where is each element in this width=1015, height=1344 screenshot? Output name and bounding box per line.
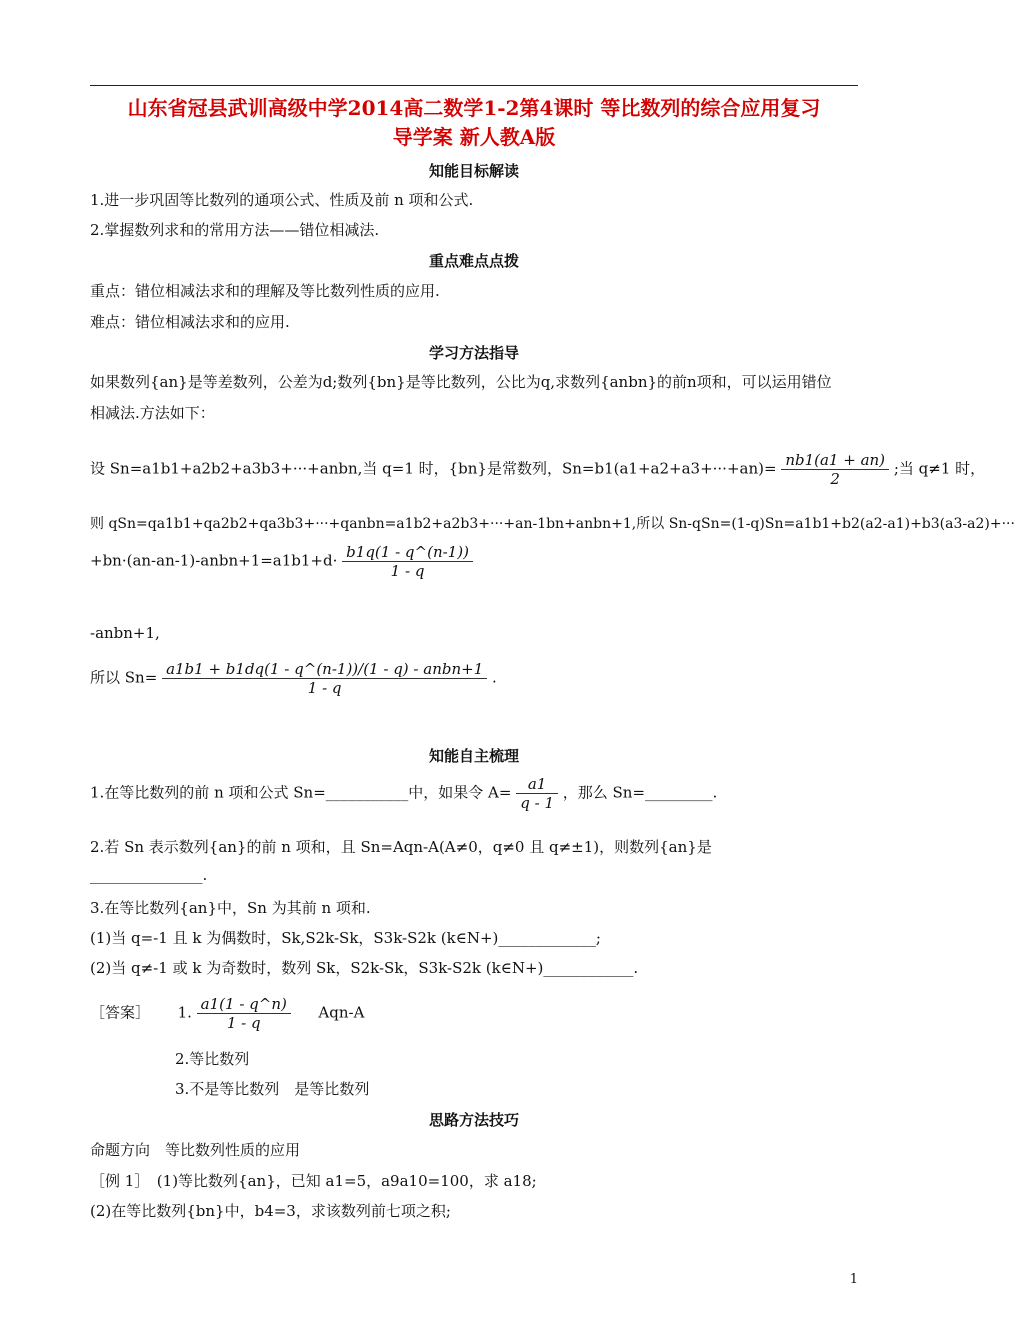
derivation-text-1: 设 Sn=a1b1+a2b2+a3b3+···+anbn,当 q=1 时，{bn}是常数列，Sn=b1(a1+a2+a3+···+an)= xyxy=(90,459,777,478)
fraction-a: $\frac{a1}{q - 1}$ xyxy=(516,775,558,812)
page-number: 1 xyxy=(849,1272,858,1287)
header-rule xyxy=(90,85,858,86)
document-title xyxy=(90,94,858,152)
example-1-part-1: ［例 1］ (1)等比数列{an}，已知 a1=5，a9a10=100，求 a18; xyxy=(90,1172,537,1190)
review-item-1: 1.在等比数列的前 n 项和公式 Sn=___________中，如果令 A= $\frac{a1}{q - 1}$ ，那么 Sn=_________. xyxy=(90,775,718,812)
fraction-sum-q1: $\frac{nb1(a1 + an)}{2}$ xyxy=(781,451,889,488)
goal-2: 2.掌握数列求和的常用方法——错位相减法. xyxy=(90,221,380,239)
review-item-2: 2.若 Sn 表示数列{an}的前 n 项和，且 Sn=Aqn-A(A≠0，q≠0 且 q≠±1)，则数列{an}是 xyxy=(90,838,712,856)
answer-line-1: ［答案］ 1. $\frac{a1(1 - q\^{}n)}{1 - q}$ Aqn-A xyxy=(90,995,365,1032)
answer-label: ［答案］ xyxy=(90,1003,151,1022)
section-heading-method: 学习方法指导 xyxy=(428,344,519,362)
derivation-line-5: 所以 Sn= $\frac{\text{a1b1 + b1dq(1 - q\textasciicircum{}(n-1))/(1 - q) - anbn+1}}{1 - q}$ . xyxy=(90,660,497,697)
answer-line-3: 3.不是等比数列 是等比数列 xyxy=(175,1080,370,1098)
section-heading-skills: 思路方法技巧 xyxy=(428,1111,519,1129)
title-line-2: 导学案 新人教A版 xyxy=(392,125,556,149)
review-item-3b: (2)当 q≠-1 或 k 为奇数时，数列 Sk，S2k-Sk，S3k-S2k (k∈N+)____________. xyxy=(90,959,639,977)
difficult-point: 难点：错位相减法求和的应用. xyxy=(90,313,290,331)
review-item-2-blank: _______________. xyxy=(90,866,208,884)
section-heading-review: 知能自主梳理 xyxy=(428,747,519,765)
derivation-line-2: 则 qSn=qa1b1+qa2b2+qa3b3+···+qanbn=a1b2+a2b3+···+an-1bn+anbn+1,所以 Sn-qSn=(1-q)Sn=a1b1+b2(a2-a1)+b3(a3-a2)+··· xyxy=(90,516,1015,532)
answer-line-2: 2.等比数列 xyxy=(175,1050,250,1068)
key-point: 重点：错位相减法求和的理解及等比数列性质的应用. xyxy=(90,282,440,300)
fraction-answer-sn: $\frac{a1(1 - q\^{}n)}{1 - q}$ xyxy=(197,995,291,1032)
example-1-part-2: (2)在等比数列{bn}中，b4=3，求该数列前七项之积; xyxy=(90,1202,451,1220)
method-text-1: 如果数列{an}是等差数列，公差为d;数列{bn}是等比数列，公比为q,求数列{anbn}的前n项和，可以运用错位 xyxy=(90,373,832,391)
method-text-2: 相减法.方法如下： xyxy=(90,404,215,422)
section-heading-keys: 重点难点点拨 xyxy=(428,252,519,270)
derivation-line-3: +bn·(an-an-1)-anbn+1=a1b1+d· $\frac{b1q(1 - q\^{}(n-1))}{1 - q}$ xyxy=(90,543,473,580)
derivation-line-1 xyxy=(90,451,985,488)
topic-direction: 命题方向 等比数列性质的应用 xyxy=(90,1141,301,1159)
section-heading-goals: 知能目标解读 xyxy=(428,162,519,180)
goal-1: 1.进一步巩固等比数列的通项公式、性质及前 n 项和公式. xyxy=(90,191,474,209)
derivation-line-4: -anbn+1, xyxy=(90,624,160,642)
review-item-3a: (1)当 q=-1 且 k 为偶数时，Sk,S2k-Sk，S3k-S2k (k∈N+)_____________; xyxy=(90,929,601,947)
review-item-3: 3.在等比数列{an}中，Sn 为其前 n 项和. xyxy=(90,899,371,917)
title-line-1: 山东省冠县武训高级中学2014高二数学1-2第4课时 等比数列的综合应用复习 xyxy=(127,96,821,120)
fraction-geometric-part: $\frac{b1q(1 - q\^{}(n-1))}{1 - q}$ xyxy=(342,543,473,580)
derivation-text-1-tail: ;当 q≠1 时， xyxy=(893,459,986,478)
fraction-sn-result: $\frac{\text{a1b1 + b1dq(1 - q\textasciicircum{}(n-1))/(1 - q) - anbn+1}}{1 - q}$ xyxy=(162,660,487,697)
